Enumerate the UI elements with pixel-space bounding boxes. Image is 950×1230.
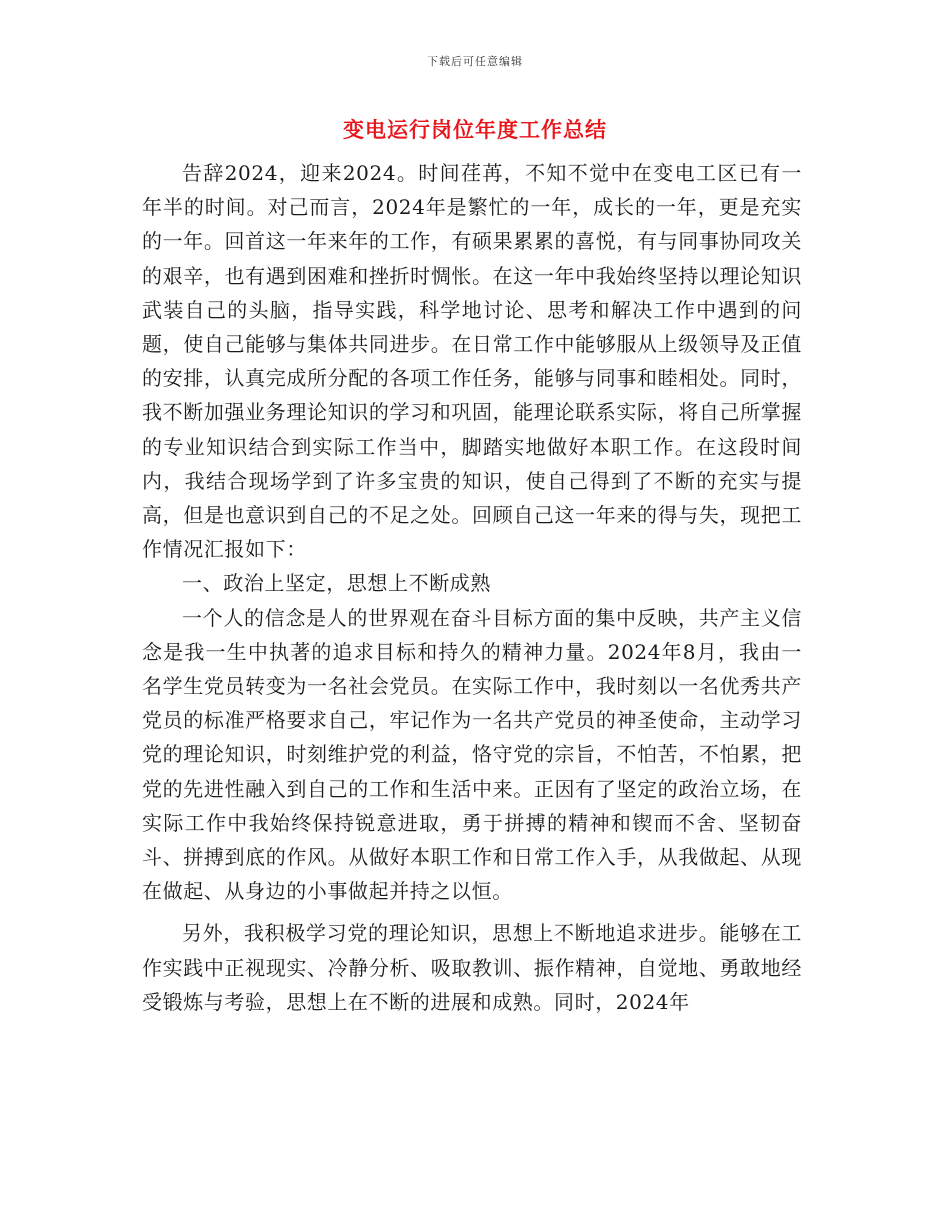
paragraph-additional: 另外，我积极学习党的理论知识，思想上不断地追求进步。能够在工作实践中正视现实、冷静分析、吸取教训、振作精神，自觉地、勇敢地经受锻炼与考验，思想上在不断的进展和成熟。同时，2024年: [142, 921, 802, 1014]
section-heading-politics: 一、政治上坚定，思想上不断成熟: [182, 571, 491, 596]
page-header-note: 下载后可任意编辑: [427, 55, 523, 68]
document-title: 变电运行岗位年度工作总结: [343, 117, 607, 142]
paragraph-intro: 告辞2024，迎来2024。时间荏苒，不知不觉中在变电工区已有一年半的时间。对己而言，2024年是繁忙的一年，成长的一年，更是充实的一年。回首这一年来年的工作，有硕果累累的喜悦，有与同事协同攻关的艰辛，也有遇到困难和挫折时惆怅。在这一年中我始终坚持以理论知识武装自己的头脑，指导实践，科学地讨论、思考和解决工作中遇到的问题，使自己能够与集体共同进步。在日常工作中能够服从上级领导及正值的安排，认真完成所分配的各项工作任务，能够与同事和睦相处。同时，我不断加强业务理论知识的学习和巩固，能理论联系实际，将自己所掌握的专业知识结合到实际工作当中，脚踏实地做好本职工作。在这段时间内，我结合现场学到了许多宝贵的知识，使自己得到了不断的充实与提高，但是也意识到自己的不足之处。回顾自己这一年来的得与失，现把工作情况汇报如下：: [142, 161, 802, 562]
paragraph-politics: 一个人的信念是人的世界观在奋斗目标方面的集中反映，共产主义信念是我一生中执著的追求目标和持久的精神力量。2024年8月，我由一名学生党员转变为一名社会党员。在实际工作中，我时刻以一名优秀共产党员的标准严格要求自己，牢记作为一名共产党员的神圣使命，主动学习党的理论知识，时刻维护党的利益，恪守党的宗旨，不怕苦，不怕累，把党的先进性融入到自己的工作和生活中来。正因有了坚定的政治立场，在实际工作中我始终保持锐意进取，勇于拼搏的精神和锲而不舍、坚韧奋斗、拼搏到底的作风。从做好本职工作和日常工作入手，从我做起、从现在做起、从身边的小事做起并持之以恒。: [142, 605, 802, 904]
document-body: [142, 156, 802, 1019]
